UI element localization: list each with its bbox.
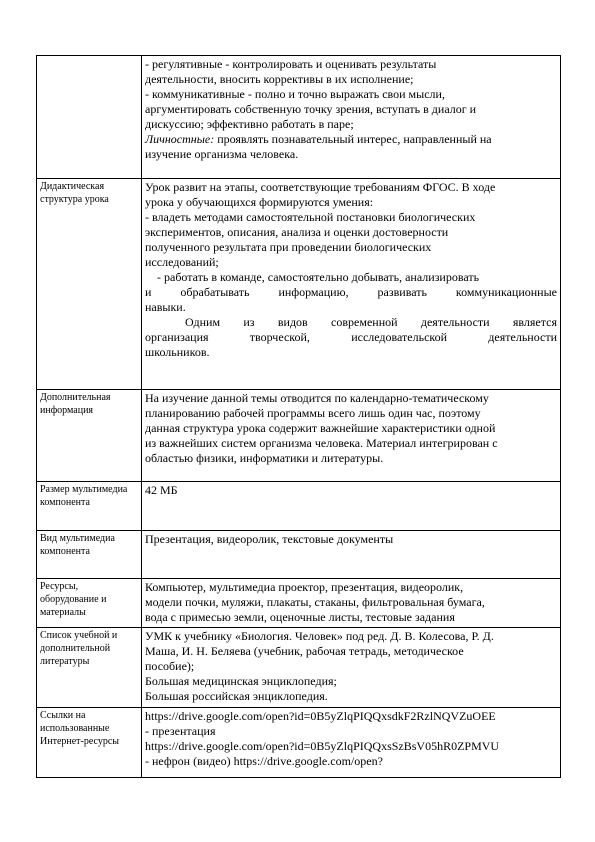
personal-results-text: проявлять познавательный интерес, направленный на [214,132,492,146]
text-line: дискуссию; эффективно работать в паре; [145,117,354,131]
text-line: навыки. [145,300,186,314]
presentation-link[interactable]: https://drive.google.com/open?id=0B5yZlqPIQQxsdkF2RzlNQVZuOEE [145,709,496,723]
row-label: Ресурсы, оборудование и материалы [37,579,142,628]
row-label: Ссылки на использованные Интернет-ресурсы [37,708,142,778]
table-row [37,579,561,628]
text-line: - работать в команде, самостоятельно добывать, анализировать [157,270,480,284]
text-line: Урок развит на этапы, соответствующие требованиям ФГОС. В ходе [145,180,496,194]
text-line: планированию рабочей программы всего лишь один час, поэтому [145,406,481,420]
text-line: из важнейших систем организма человека. Материал интегрирован с [145,436,498,450]
text-line: 42 МБ [145,483,178,497]
table-row [37,628,561,708]
text-line: Большая медицинская энциклопедия; [145,674,337,688]
text-line: изучение организма человека. [145,147,299,161]
text-line: областью физики, информатики и литературы. [145,451,384,465]
table-row [37,482,561,531]
lesson-info-table [36,55,561,778]
text-line: исследований; [145,255,219,269]
table-row [37,390,561,482]
text-line: УМК к учебнику «Биология. Человек» под ред. Д. В. Колесова, Р. Д. [145,629,494,643]
row-value [142,708,561,778]
row-value [142,531,561,579]
text-line: школьников. [145,345,210,359]
text-line: деятельности, вносить коррективы в их исполнение; [145,72,414,86]
text-line [145,132,557,147]
text-line: На изучение данной темы отводится по календарно-тематическому [145,391,489,405]
personal-results-label: Личностные: [145,132,215,146]
text-line: Одним из видов современной деятельности является [185,315,557,329]
row-value [142,628,561,708]
table-row [37,531,561,579]
text-line: - нефрон (видео) https://drive.google.com/open? [145,754,383,768]
text-line: модели почки, муляжи, плакаты, стаканы, фильтровальная бумага, [145,595,485,609]
row-value [142,390,561,482]
row-label: Размер мультимедиа компонента [37,482,142,531]
text-line: Компьютер, мультимедиа проектор, презентация, видеоролик, [145,580,464,594]
text-line: и обрабатывать информацию, развивать коммуникационные [145,285,557,299]
text-line: аргументировать собственную точку зрения, вступать в диалог и [145,102,477,116]
row-value [142,482,561,531]
text-line: - владеть методами самостоятельной постановки биологических [145,210,476,224]
text-line: организация творческой, исследовательской деятельности [145,330,557,344]
text-line: - регулятивные - контролировать и оценивать результаты [145,57,437,71]
row-value [142,579,561,628]
text-line: Маша, И. Н. Беляева (учебник, рабочая тетрадь, методическое [145,644,464,658]
table-row [37,179,561,390]
row-label: Вид мультимедиа компонента [37,531,142,579]
row-label: Дополнительная информация [37,390,142,482]
row-value [142,179,561,390]
text-line: урока у обучающихся формируются умения: [145,195,374,209]
text-line: пособие); [145,659,195,673]
table-row [37,708,561,778]
text-line: вода с примесью земли, оценочные листы, тестовые задания [145,610,455,624]
row-label [37,56,142,179]
text-line: полученного результата при проведении биологических [145,240,432,254]
text-line: Большая российская энциклопедия. [145,689,328,703]
text-line: экспериментов, описания, анализа и оценки достоверности [145,225,449,239]
row-label: Дидактическая структура урока [37,179,142,390]
text-line: - презентация [145,724,216,738]
text-line: - коммуникативные - полно и точно выражать свои мысли, [145,87,445,101]
text-line: Презентация, видеоролик, текстовые документы [145,532,394,546]
table-row [37,56,561,179]
row-value [142,56,561,179]
nephron-video-link[interactable]: https://drive.google.com/open?id=0B5yZlqPIQQxsSzBsV05hR0ZPMVU [145,739,500,753]
row-label: Список учебной и дополнительной литературы [37,628,142,708]
text-line: данная структура урока содержит важнейшие характеристики одной [145,421,496,435]
